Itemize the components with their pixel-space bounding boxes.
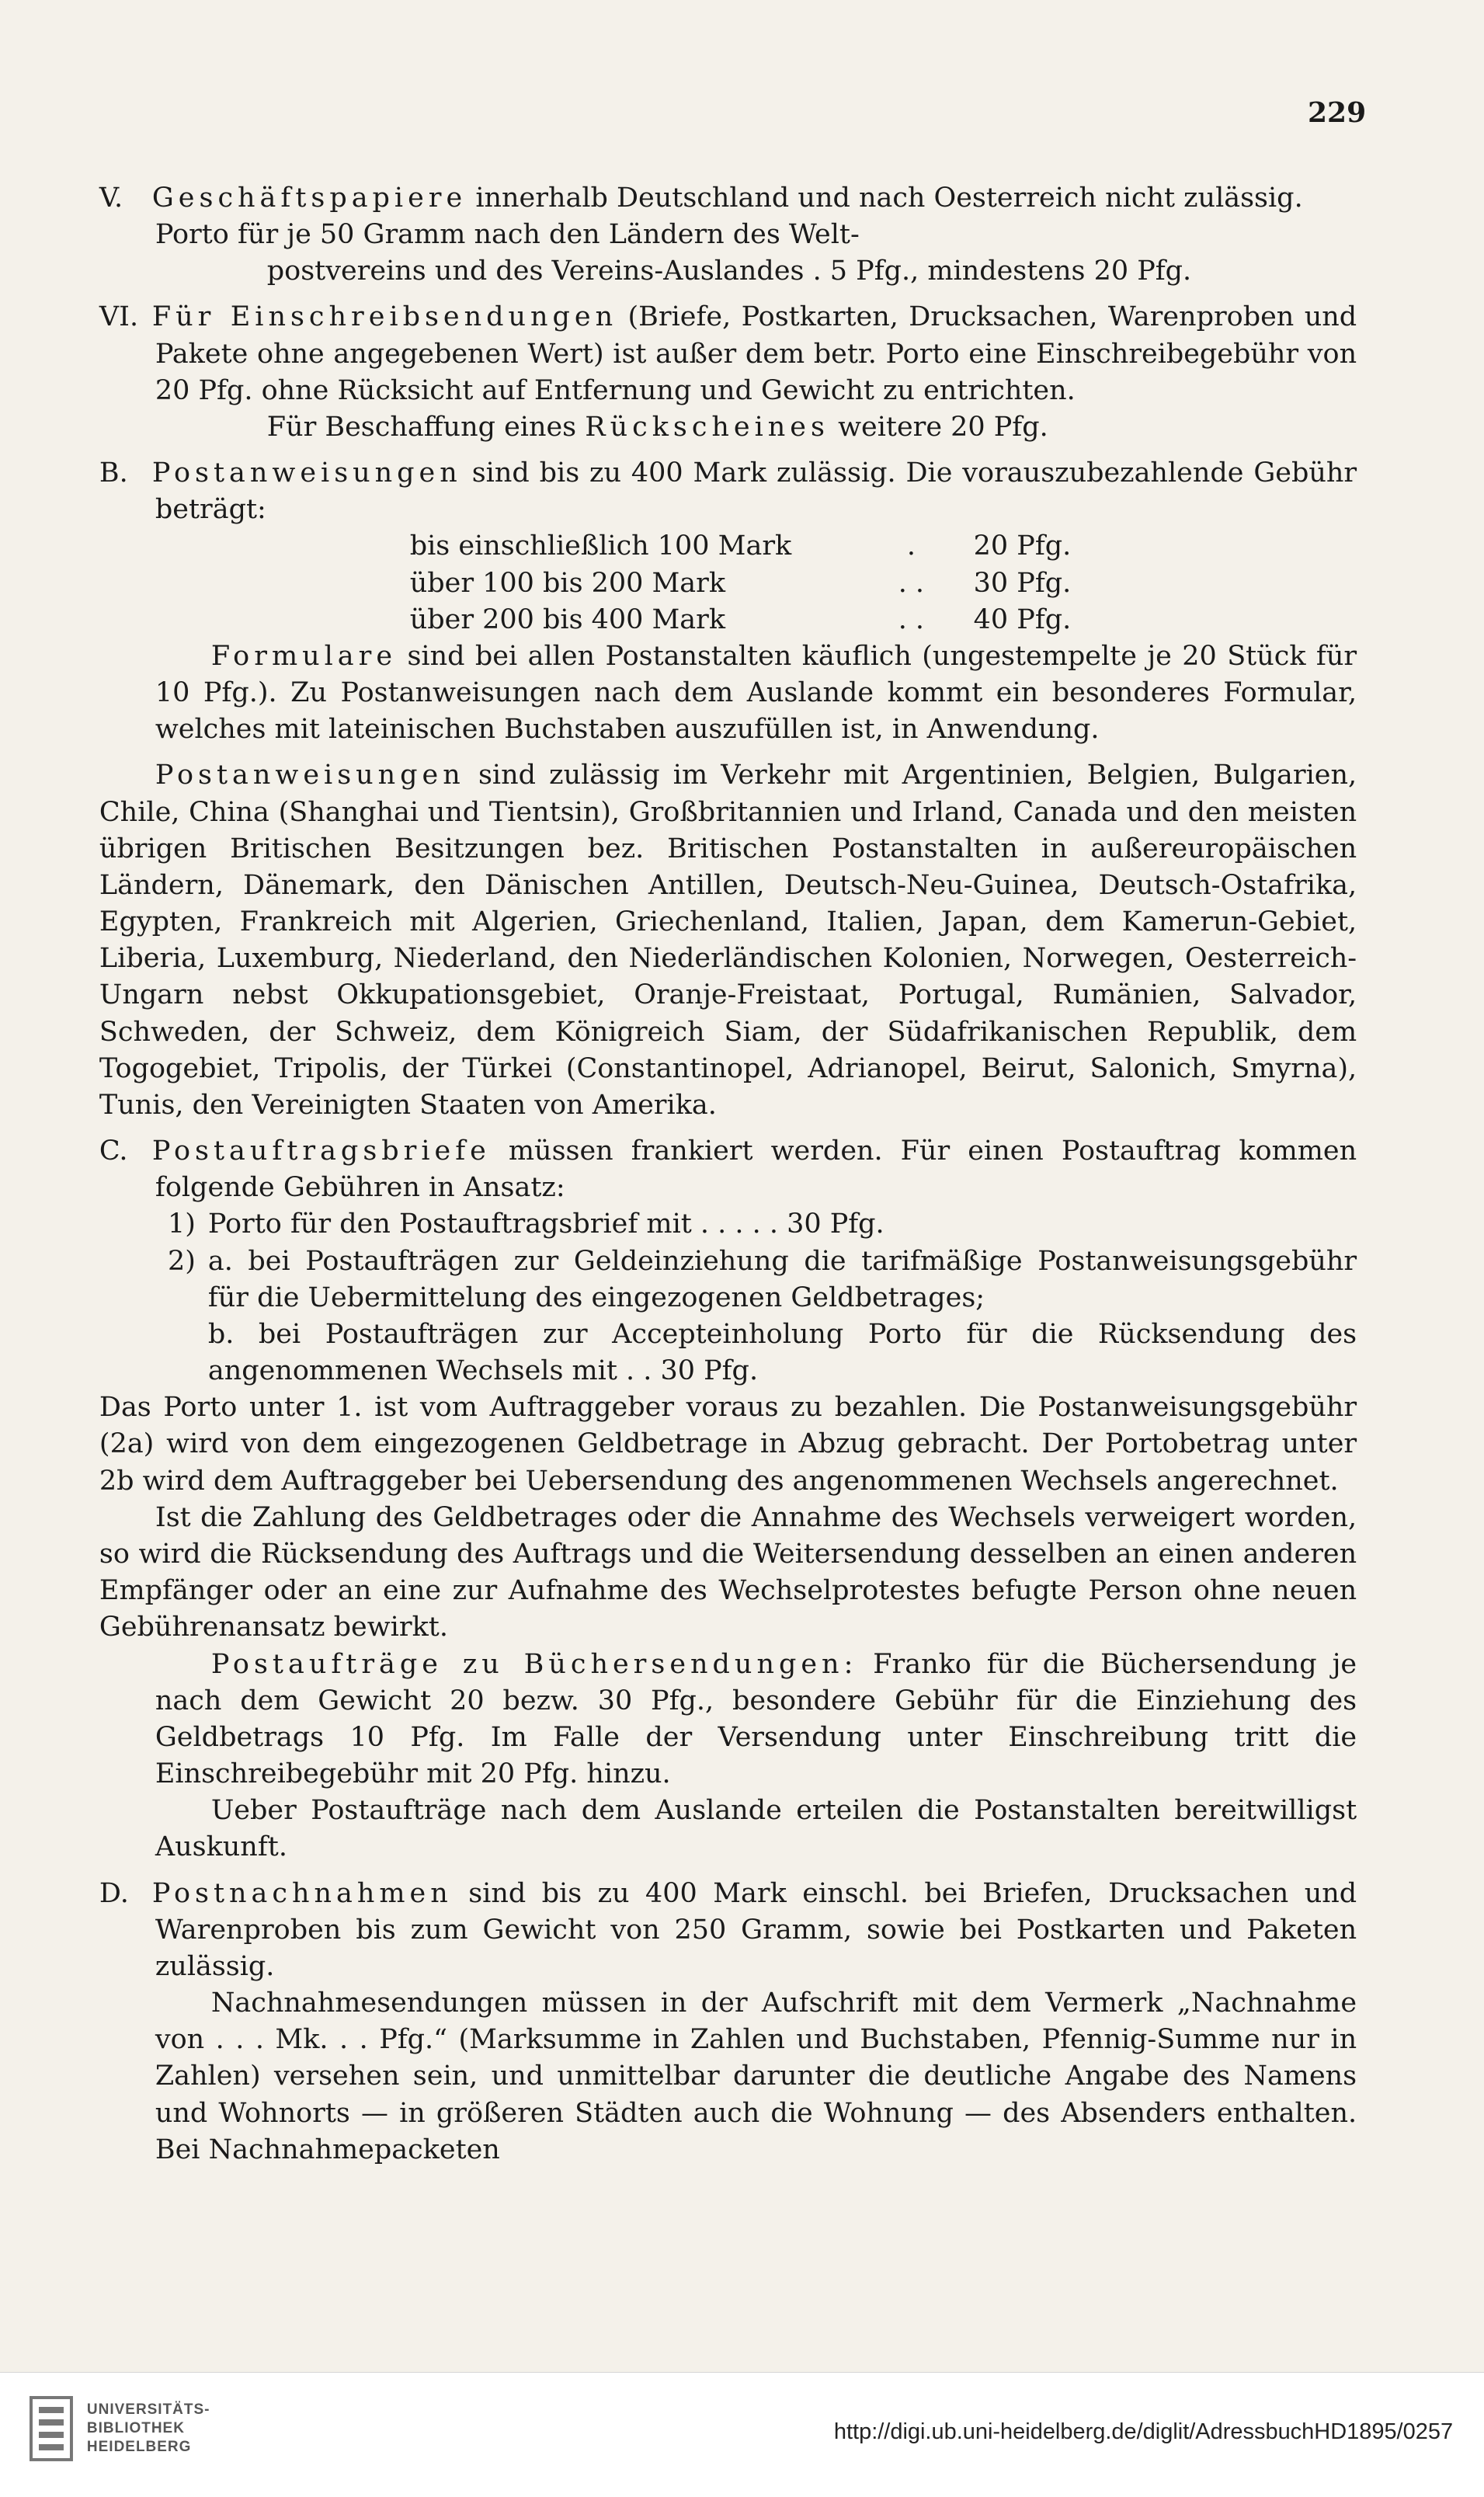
rate-range: über 100 bis 200 Mark (409, 567, 726, 599)
section-c-para2: Ist die Zahlung des Geldbetrages oder die Annahme des Wechsels verweigert worden, so wird die Rücksendung des Auftrags und die Weitersendung desselben an einen anderen Empfänger oder an eine zur Aufnahme des Wechselprotestes befugte Person ohne neuen Gebührenansatz bewirkt. (99, 1501, 1357, 1643)
item-number-blank (99, 1316, 208, 1389)
library-name-line: BIBLIOTHEK (86, 2420, 185, 2437)
formulare-paragraph (99, 638, 1357, 749)
item-number: 2) (167, 1245, 196, 1277)
page-number: 229 (1308, 96, 1367, 129)
library-logo (28, 2394, 210, 2463)
source-url[interactable]: http://digi.ub.uni-heidelberg.de/diglit/AdressbuchHD1895/0257 (833, 2419, 1454, 2445)
rate-row (99, 528, 1357, 565)
postanweisungen-term: Postanweisungen (155, 760, 465, 791)
rate-fee: 30 Pfg. (973, 567, 1072, 599)
section-c-intro: müssen frankiert werden. Für einen Postauftrag kommen folgende Gebühren in Ansatz: (155, 1135, 1357, 1204)
buechersendungen-term: Postaufträge zu Büchersendungen: (210, 1648, 858, 1680)
rate-row (99, 602, 1357, 638)
section-c (99, 1133, 1357, 1206)
section-v-line2: Porto für je 50 Gramm nach den Ländern des Welt- (155, 219, 860, 251)
section-d (99, 1876, 1357, 1986)
section-d-intro: sind bis zu 400 Mark einschl. bei Briefen, Drucksachen und Warenproben bis zum Gewicht von 250 Gramm, sowie bei Postkarten und Paketen zulässig. (155, 1877, 1357, 1982)
auslandsanweisungen-paragraph (99, 757, 1357, 1124)
section-b-intro: sind bis zu 400 Mark zulässig. Die vorauszubezahlende Gebühr beträgt: (155, 457, 1357, 526)
rate-fee: 20 Pfg. (973, 530, 1072, 562)
rate-dots: . . (898, 567, 925, 599)
section-v-line3: postvereins und des Vereins-Auslandes . 5 Pfg., mindestens 20 Pfg. (266, 256, 1192, 287)
laender-list: sind zulässig im Verkehr mit Argentinien, Belgien, Bulgarien, Chile, China (Shanghai und Tientsin), Großbritannien und Irland, Canada und den meisten übrigen Britischen Besitzungen bez. Britischen Postanstalten in außereuropäischen Ländern, Dänemark, den Dänischen Antillen, Deutsch-Neu-Guinea, Deutsch-Ostafrika, Egypten, Frankreich mit Algerien, Griechenland, Italien, Japan, dem Kamerun-Gebiet, Liberia, Luxemburg, Niederland, den Niederländischen Kolonien, Norwegen, Oesterreich-Ungarn nebst Okkupationsgebiet, Oranje-Freistaat, Portugal, Rumänien, Salvador, Schweden, der Schweiz, dem Königreich Siam, der Südafrikanischen Republik, dem Togogebiet, Tripolis, der Türkei (Constantinopel, Adrianopel, Beirut, Salonich, Smyrna), Tunis, den Vereinigten Staaten von Amerika. (99, 760, 1357, 1121)
section-vi-extra (99, 409, 1357, 446)
section-term: Postnachnahmen (151, 1877, 453, 1909)
buechersendungen-text: Franko für die Büchersendung je nach dem Gewicht 20 bezw. 30 Pfg., besondere Gebühr für die Einziehung des Geldbetrags 10 Pfg. Im Falle der Versendung unter Einschreibung tritt die Einschreibegebühr mit 20 Pfg. hinzu. (155, 1648, 1357, 1790)
rate-row (99, 565, 1357, 602)
section-v (99, 180, 1357, 217)
rate-dots: . (906, 530, 916, 562)
section-label: V. (99, 182, 123, 214)
viewer-footer (0, 2372, 1484, 2497)
item-text: a. bei Postaufträgen zur Geldeinziehung die tarifmäßige Postanweisungsgebühr für die Uebermittelung des eingezogenen Geldbetrages; (207, 1245, 1357, 1313)
item-text: b. bei Postaufträgen zur Accepteinholung Porto für die Rücksendung des angenommenen Wechsels mit . . 30 Pfg. (207, 1318, 1357, 1387)
section-term: Postanweisungen (151, 457, 462, 489)
library-name-line: UNIVERSITÄTS- (86, 2401, 210, 2419)
section-v-line1: innerhalb Deutschland und nach Oesterreich nicht zulässig. (475, 182, 1303, 214)
formulare-term: Formulare (210, 640, 398, 672)
formulare-text: sind bei allen Postanstalten käuflich (ungestempelte je 20 Stück für 10 Pfg.). Zu Postanweisungen nach dem Auslande kommt ein besonderes Formular, welches mit lateinischen Buchstaben auszufüllen ist, in Anwendung. (155, 640, 1357, 746)
fee-item-2b (99, 1316, 1357, 1389)
library-seal-icon (28, 2394, 75, 2463)
rate-dots: . . (898, 603, 925, 635)
buechersendungen-paragraph (99, 1647, 1357, 1793)
section-b (99, 455, 1357, 528)
item-number: 1) (167, 1209, 196, 1240)
section-label: B. (99, 457, 128, 489)
library-name-line: HEIDELBERG (86, 2439, 192, 2456)
library-name (87, 2401, 210, 2457)
section-d-para: Nachnahmesendungen müssen in der Aufschrift mit dem Vermerk „Nachnahme von . . . Mk. . . Pfg.“ (Marksumme in Zahlen und Buchstaben, Pfennig-Summe nur in Zahlen) versehen sein, und unmittelbar darunter die deutliche Angabe des Namens und Wohnorts — in größeren Städten auch die Wohnung — des Absenders enthalten. Bei Nachnahmepacketen (155, 1988, 1357, 2165)
section-term: Postauftragsbriefe (151, 1135, 491, 1167)
section-vi-extra-post: weitere 20 Pfg. (838, 411, 1048, 443)
section-c-para1: Das Porto unter 1. ist vom Auftraggeber voraus zu bezahlen. Die Postanweisungsgebühr (2a) wird von dem eingezogenen Geldbetrage in Abzug gebracht. Der Portobetrag unter 2b wird dem Auftraggeber bei Uebersendung des angenommenen Wechsels angerechnet. (99, 1392, 1357, 1497)
fee-item-1 (99, 1206, 1357, 1243)
rate-range: über 200 bis 400 Mark (409, 603, 726, 635)
section-label: C. (99, 1135, 128, 1167)
fee-item-2a (99, 1243, 1357, 1316)
section-label: VI. (99, 301, 139, 333)
rate-range: bis einschließlich 100 Mark (409, 530, 792, 562)
page-body (99, 180, 1357, 2168)
section-c-ausland: Ueber Postaufträge nach dem Auslande erteilen die Postanstalten bereitwilligst Auskunft. (155, 1795, 1357, 1863)
section-vi (99, 299, 1357, 409)
section-term: Für Einschreibsendungen (151, 301, 618, 333)
section-vi-extra-pre: Für Beschaffung eines (266, 411, 577, 443)
section-vi-body: (Briefe, Postkarten, Drucksachen, Warenproben und Pakete ohne angegebenen Wert) ist außer dem betr. Porto eine Einschreibegebühr von 20 Pfg. ohne Rücksicht auf Entfernung und Gewicht zu entrichten. (155, 301, 1357, 406)
rueckschein-term: Rückscheines (585, 411, 829, 443)
item-text: Porto für den Postauftragsbrief mit . . . . . 30 Pfg. (207, 1209, 884, 1240)
section-label: D. (99, 1877, 129, 1909)
section-term: Geschäftspapiere (151, 182, 467, 214)
rate-fee: 40 Pfg. (973, 603, 1072, 635)
